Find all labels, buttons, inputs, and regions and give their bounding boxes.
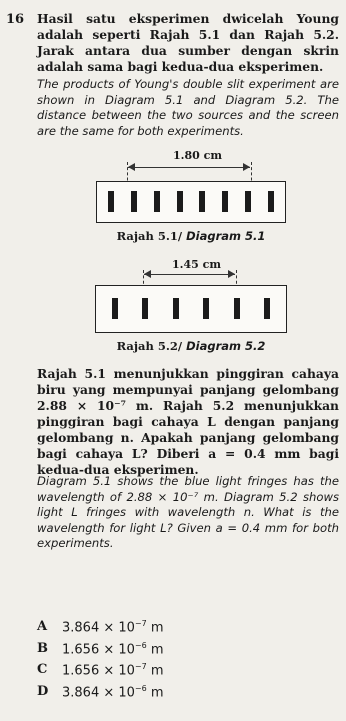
bright-fringe [173,298,179,319]
bright-fringe [108,191,114,212]
option-value [62,662,164,678]
option-letter: B [37,641,48,656]
option-exponent: −7 [134,662,147,671]
option-mantissa: 3.864 × 10 [62,620,135,636]
bright-fringe [222,191,228,212]
bright-fringe [234,298,240,319]
option-exponent: −6 [134,684,147,693]
arrowhead-left-icon [128,163,135,171]
arrowhead-right-icon [243,163,250,171]
question-number: 16 [6,12,25,27]
caption-1-malay: Rajah 5.1/ [116,229,183,243]
bright-fringe [112,298,118,319]
intro-malay: Hasil satu eksperimen dwicelah Young adalah seperti Rajah 5.1 dan Rajah 5.2. Jarak antara dua sumber dengan skrin adalah sama bagi kedua-dua eksperimen. [37,11,339,74]
option-letter: D [37,684,49,699]
option-mantissa: 1.656 × 10 [62,663,135,679]
dimension-arrow [128,167,250,168]
fringe-screen-2 [95,285,287,333]
bright-fringe [268,191,274,212]
dimension-label-1: 1.80 cm [173,149,222,162]
dimension-arrow [144,274,235,275]
arrowhead-right-icon [228,270,235,278]
option-mantissa: 1.656 × 10 [62,642,135,658]
option-letter: C [37,662,48,677]
question-malay: Rajah 5.1 menunjukkan pinggiran cahaya biru yang mempunyai panjang gelombang 2.88 × 10⁻⁷ m. Rajah 5.2 menunjukkan pinggiran bagi cahaya L dengan panjang gelombang n. Apakah panjang gelombang bagi cahaya L? Diberi a = 0.4 mm bagi kedua-dua eksperimen. [37,366,339,477]
option-unit: m [146,642,164,658]
bright-fringe [199,191,205,212]
intro-english: The products of Young's double slit experiment are shown in Diagram 5.1 and Diagram 5.2. The distance between the two sources and the screen are the same for both experiments. [37,77,339,138]
option-unit: m [146,685,164,701]
option-letter: A [37,619,48,634]
option-exponent: −7 [134,619,147,628]
bright-fringe [245,191,251,212]
bright-fringe [154,191,160,212]
bright-fringe [203,298,209,319]
caption-1-english: Diagram 5.1 [186,229,266,243]
caption-2-malay: Rajah 5.2/ [116,339,183,353]
option-exponent: −6 [134,641,147,650]
question-english: Diagram 5.1 shows the blue light fringes has the wavelength of 2.88 × 10⁻⁷ m. Diagram 5.2 shows light L fringes with wavelength n. What is the wavelength for light L? Given a = 0.4 mm for both experiments. [37,474,339,550]
bright-fringe [131,191,137,212]
option-value [62,619,164,635]
option-mantissa: 3.864 × 10 [62,685,135,701]
diagram-caption-2 [95,339,287,353]
arrowhead-left-icon [144,270,151,278]
diagram-caption-1 [96,229,286,243]
option-value [62,684,164,700]
bright-fringe [177,191,183,212]
option-value [62,641,164,657]
bright-fringe [142,298,148,319]
option-unit: m [146,663,164,679]
dimension-label-2: 1.45 cm [172,258,221,271]
caption-2-english: Diagram 5.2 [186,339,266,353]
fringe-screen-1 [96,181,286,223]
option-unit: m [146,620,164,636]
bright-fringe [264,298,270,319]
